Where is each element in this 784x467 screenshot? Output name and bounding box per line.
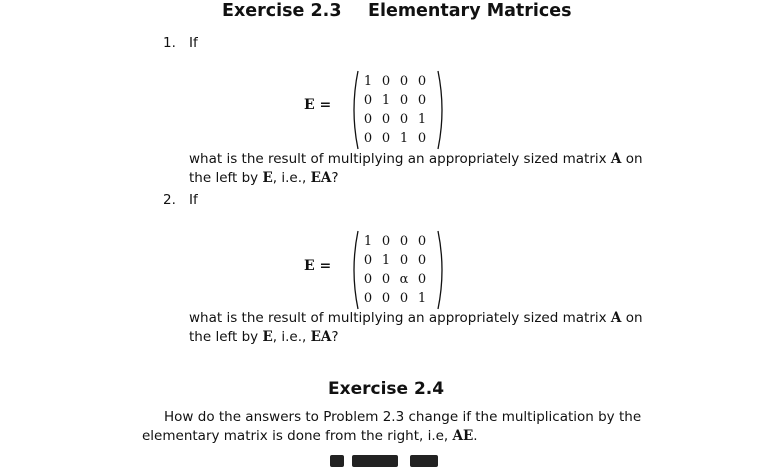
matrix-entry: 0 <box>381 131 391 146</box>
exercise-2-matrix <box>349 230 447 310</box>
matrix-product-ae: AE <box>452 428 474 444</box>
matrix-entry: 1 <box>363 74 373 89</box>
matrix-entry: 0 <box>417 131 427 146</box>
matrix-entry: 1 <box>363 234 373 249</box>
matrix-entry: 0 <box>417 253 427 268</box>
matrix-entry: 0 <box>399 93 409 108</box>
matrix-entry: 0 <box>381 74 391 89</box>
matrix-entry: 0 <box>417 74 427 89</box>
question-text: elementary matrix is done from the right, i.e, <box>142 428 449 444</box>
matrix-entry: 0 <box>381 291 391 306</box>
question-mark: ? <box>331 329 339 345</box>
matrix-entry: 0 <box>417 272 427 287</box>
exercise-2-intro: If <box>189 192 198 208</box>
section-title: Elementary Matrices <box>368 1 572 21</box>
question-text: , i.e., <box>272 170 307 186</box>
exercise-1-matrix <box>349 70 447 150</box>
matrix-entries <box>359 72 431 148</box>
question-mark: ? <box>331 170 339 186</box>
matrix-entry: 0 <box>399 253 409 268</box>
matrix-entry: 0 <box>363 131 373 146</box>
exercise-2-question-line-1 <box>189 309 643 328</box>
exercise-1-lhs: E = <box>304 97 332 113</box>
question-text: the left by <box>189 170 259 186</box>
exercise-2-number: 2. <box>163 192 176 208</box>
matrix-product-ea: EA <box>310 329 332 345</box>
matrix-entry: α <box>399 272 409 287</box>
matrix-entry: 0 <box>363 291 373 306</box>
matrix-entry: 0 <box>363 112 373 127</box>
matrix-entry: 1 <box>381 253 391 268</box>
matrix-entry: 1 <box>417 112 427 127</box>
exercise-2-4-line-1: How do the answers to Problem 2.3 change if the multiplication by the <box>164 409 642 425</box>
question-text: , i.e., <box>272 329 307 345</box>
matrix-entries <box>359 232 431 308</box>
matrix-entry: 0 <box>417 234 427 249</box>
exercise-1-intro: If <box>189 35 198 51</box>
matrix-entry: 0 <box>363 272 373 287</box>
section-number: Exercise 2.3 <box>222 1 342 21</box>
exercise-1-question-line-2 <box>189 169 339 188</box>
exercise-1-number: 1. <box>163 35 176 51</box>
question-text: on <box>625 151 643 167</box>
matrix-symbol-e: E <box>262 170 273 186</box>
matrix-product-ea: EA <box>310 170 332 186</box>
matrix-entry: 1 <box>417 291 427 306</box>
period: . <box>473 428 478 444</box>
cut-off-heading-fragment <box>330 455 344 467</box>
exercise-2-question-line-2 <box>189 328 339 347</box>
matrix-entry: 0 <box>399 234 409 249</box>
cut-off-heading-fragment <box>352 455 398 467</box>
matrix-entry: 1 <box>399 131 409 146</box>
cut-off-heading-fragment <box>410 455 438 467</box>
matrix-entry: 0 <box>381 272 391 287</box>
matrix-entry: 0 <box>417 93 427 108</box>
matrix-symbol-a: A <box>610 310 622 326</box>
matrix-entry: 0 <box>399 291 409 306</box>
matrix-entry: 0 <box>381 234 391 249</box>
exercise-2-4-title: Exercise 2.4 <box>328 379 445 399</box>
matrix-entry: 0 <box>381 112 391 127</box>
matrix-symbol-e: E <box>262 329 273 345</box>
question-text: what is the result of multiplying an appropriately sized matrix <box>189 151 607 167</box>
matrix-entry: 0 <box>363 253 373 268</box>
question-text: what is the result of multiplying an appropriately sized matrix <box>189 310 607 326</box>
question-text: the left by <box>189 329 259 345</box>
matrix-entry: 0 <box>363 93 373 108</box>
question-text: on <box>625 310 643 326</box>
matrix-entry: 0 <box>399 74 409 89</box>
matrix-entry: 0 <box>399 112 409 127</box>
exercise-2-4-line-2 <box>142 427 478 446</box>
exercise-2-lhs: E = <box>304 258 332 274</box>
matrix-entry: 1 <box>381 93 391 108</box>
matrix-symbol-a: A <box>610 151 622 167</box>
exercise-1-question-line-1 <box>189 150 643 169</box>
